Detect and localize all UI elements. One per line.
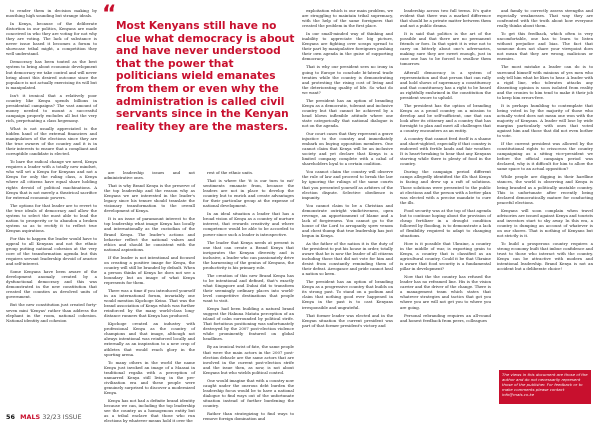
page-footer [6,412,206,422]
column-1 [6,8,97,412]
article-paragraph: To build a prosperous country requires a strong economy built that imbue confidence and trust to those who interact with the country. Kenya can be attractive with modern and intentional leadership. Brand Kenya is not an accident but a deliberate choice! [497,240,593,272]
article-paragraph: As the father of the nation it is the duty of the president to put his house in order, totally aware that he is now the leader of all citizens including those that did not vote for him and desist from constantly reminding them of their defeat. Arrogance and pride cannot heal a nation so keen. [302,240,393,277]
article-paragraph: For this to happen the leader would have to appeal to all Kenyans and not the ethnic group putting national cohesion at the very core of the transformation agenda but this requires servant leadership devoid of avarice and self-interest. [6,235,97,267]
quote-mark-icon: “ [102,2,117,27]
article-paragraph: Isn't it ironical that a relatively poor country like Kenya spends billions in presidential campaigns? The vast amount of money needed to mount a successful campaign properly excludes all but the very rich, perpetuating a class hegemony. [6,92,97,123]
article-paragraph: That is why our president sees no irony in going to Europe to conclude bi-lateral trade treaties while the country is demonstrating and protesting the rising cost of living and the deteriorating quality of life. So what do we want? [302,64,393,95]
article-paragraph: The leader that Kenya needs at present is one that can create a Brand Kenya that invigorates the Kenyan diversity and is inclusive, a leader who can passionately drive the harnessing of the genius of Kenyans, the productivity is his primary role. [203,239,294,270]
article-paragraph: In an ideal situation a leader that has a broad vision of Kenya as a country of nurture interest, that rewards creativity and where competence would be able to be accorded to power since such a leader is introspective. [203,211,294,237]
article-paragraph: It is an issue of paramount interest to the top leadership what image Kenya has locally and internationally as the custodian of the Brand Kenya. The leader's actions and behavior reflect the national values and ethics and should be consistent with the national aspirations. [104,216,195,252]
article-paragraph: If the current president was allowed by the constitutional rights to crisscross the country campaigning as a sitting vice-president we before the official campaign period was declared, why is it difficult for him to allow the same space to an actual opposition? [497,141,593,172]
article-paragraph: To get this feedback, which often is very uncomfortable, one has to learn to listen without prejudice and bias. The fact that someone does not share your viewpoint does not mean that they are wrong, malicious or enemies. [497,31,593,62]
article-paragraph: exploitation which is our main problem, we are struggling to maintain tribal supremacy, with the help of the same foreigners that created the problem in the first place. [302,8,393,29]
article-paragraph: Our court cases that they represent a grave injustice to the country and immediately embark on buying opposition members. One cannot claim that Kenya will be an inclusive society and yet declare that Kenya is a limited company complete with a cabal of shareholders loyal to a certain coalition. [302,131,393,167]
article-paragraph: You cannot claim the country will observe the rule of law and proceed to break the law by ignoring the rulings of the same courts that you presented yourself as arbiters of the election dispute. Selective obedience is impunity. [302,169,393,200]
article-paragraph: How is it possible that Ukraine, a country in the middle of war, is exporting grain to Kenya, a country that is classified as an agricultural country. Could it be that Ukraine is aware that food security is a fundamental pillar in development? [400,240,491,272]
column-2 [104,170,195,424]
article-paragraph: leadership across two full terms. It's quite evident that there was a marked difference that should be a private matter between them and not a public drama. [400,8,491,29]
article-paragraph: Kenya had been building a natural brand suggest the Hakuna Matata perception of an island of calm surrounded by political strife. That fortuitous positioning was unfortunately destroyed by the 2007 post-election violence while prominently featured on global headlines. [203,306,294,342]
article-paragraph: The president has an option of branding Kenya as a progressive country that builds on its strong past. To stand on a podium and claim that nothing good ever happened in Kenya in the past is to cast Kenyans irresponsible and ungrateful. [302,279,393,310]
article-paragraph: If the leader is not intentional and focused on creating a positive image for Kenya, the country will still be branded by default. When a person thinks of Kenya he does not see a boundary but an image of what Kenya represents for them. [104,254,195,285]
article-paragraph: Kenyans will soon complain when travel advisories are issued against Kenya and tourists and investors start to shy away. In this era, a country is dumping an account of whatever is on our shores. That is nothing of Kenyans but not strictly is it. [497,207,593,238]
pull-quote [102,2,296,158]
article-paragraph: In Kenya, because of the deliberate distortion in our politics, Kenyans are made conceived in who they are voting for not why they are voting. The lack of substance is never issue based it becomes a forum to showcase tribal might, a competition they well understand. [6,21,97,57]
article-paragraph: By an ironical twist of fate, the same people that were the main actors in the 2007 post-election debacle are the same actors that are involved in the current post-election strife and the issue then, as now, is not about Kenyans but who wields political control. [203,344,294,375]
column-5 [400,8,491,418]
article-paragraph: Rather than strategizing to find ways to remove foreign domination and [203,411,294,422]
column-4 [302,8,393,418]
article-paragraph: In our small-minded way of thinking and inability to appreciate the big picture, Kenyans are fighting over scraps spread to their part by manipulative foreigners pushing their own agenda in the guise of supporting democracy. [302,31,393,62]
magazine-name: MALS [20,413,41,421]
article-paragraph: The president has an option of branding Kenya as a democratic, tolerant and inclusive country but that cannot be achieved by a head blown inflexible attitude where one state categorically that national dialogue is not on the agenda. [302,97,393,128]
article-paragraph: Some Kenyans have been aware of the development anomaly created by a dysfunctional democracy and this was demonstrated in the new constitution that created the counties as devolved units of government. [6,269,97,300]
issue-label: 32/23 ISSUE [42,413,82,421]
article-paragraph: Afterall democracy is a system of representation and that person that can rally and hold shows of supremacy a constituency and that constituency has a right to be heard as rightfully enshrined in the constitution the president swore to uphold. [400,69,491,100]
article-paragraph: It is perhaps humbling to contemplate that being voted in by the majority of those who actually voted does not mean one won with the majority of Kenyans. A leader will lose by wide margins particularly with ones that voted against him and those that did not even bother to vote. [497,102,593,139]
column-3 [203,170,294,422]
article-paragraph: To bare the radical change we need, Kenya requires a leader with a totally new mindset, who will set a Kenya for Kenyans and not a Kenya for only the ruling class, a Kenya where all citizens have equal share holding rights devoid of political machinations. A Kenya that is not merely a theatrical sacrifice for external economic powers. [6,159,97,200]
article-paragraph: to render them in decision making by mouthing high sounding but strange ideals. [6,8,97,19]
article-paragraph: To many others in the world the name Kenya just invoked an image of a Maasai in traditional regalia with a perception of unmarred Kenya still living in the pre-civilization era and these people were genuinely surprised to discover a modernized Kenya. [104,359,195,395]
author-note-text: The views in this document are those of the author and do not necessarily represent those of the publisher. For feedback or to make comments please contact info@mals.co.ke [502,372,588,397]
article-paragraph: That former leader was elected and in the Kenyan situation the current president was part of that former president's victory and [302,312,393,328]
article-paragraph: That is why Brand Kenya is the preserve of the top leadership and the reason why as Kenyans we are interested in the leader's legacy since his tenure should translate the visionary transformation to the overall development of Kenya. [104,183,195,214]
article-paragraph: That is where the 'it is our turn to eat' sentiments emanate from, because the leaders are not in place to develop the country but to enrich and create advantages for their particular group at the expense of national development. [203,178,294,209]
author-note-box [499,370,591,404]
article-paragraph: are leadership issues and not administrative ones. [104,170,195,181]
article-paragraph: During the campaign period different camps allegedly identified the ills that Kenya is facing and drew up a raft of solutions. Those solutions were presented to the public at elections and the person with a better plan was elected with a precise mandate to cure the ills. [400,169,491,205]
article-paragraph: The most mistake a leader can do is to surround himself with minions of yes men who only tell him what he likes to hear. A leader with a rigid line, who tolerates attacks any dissenting opinion is soon isolated from reality and the cronies to him tend to make it their job to keep him errors-free. [497,64,593,100]
article-paragraph: There was a time if you introduced yourself in an international forum, invariably one would mention Kipchoge Keino. That was the brand association of Kenya which was further reinforced by the many world-class long-distance runners that Kenya has produced. [104,287,195,319]
article-paragraph: Now that the the country has refused the leader has no reframed line. His is the vision carrier and the driver of the change. There is a management team which states that whatever strategies and tactics that got you where you are will not get you to where you are going. [400,274,491,310]
article-paragraph: A country that cannot feed itself is a shame and short-sighted, especially if that country is endowed with fertile lands and fair weather. It is heart-breaking to hear that any Kenyans starving while there is plenty of food in the country. [400,136,491,167]
article-paragraph: Personal rebranding requires an all-round and honest feedback from peers, colleagues [400,312,491,323]
article-paragraph: You cannot claim to be a Christian and demonstrate outright vindictiveness, open revenge, an apportionment of blame and a lack of forgiveness. You cannot go to the house of the Lord to arrogantly spew venom and chest thump that true leadership has just begun in Kenya. [302,202,393,238]
article-paragraph: But the new constitution just created forty-seven mini 'Kenyas' rather than address the elephant in the room, national cohesion. National identity and cohesion [6,302,97,323]
article-paragraph: While people are digging in their hardline stances, the world is observing and Kenya is being branded as a politically unstable country. This is unfortunate after recently being declared democratically mature for conducting peaceful elections. [497,174,593,205]
article-paragraph: The options for that leader are to revert to the true ideals of democracy and allow the system to select the most able to lead the nation to prosperity or to abandon a broken system so as to rectify it to reflect true Kenyan aspirations. [6,202,97,233]
article-paragraph: Kipchoge created an industry with professional Kenya as the country of champions and that image, although not always intentional was reinforced locally and externally as an inspiration to a new crop of athletes that would reach glory in the sporting arena. [104,321,195,357]
article-paragraph: The president has the option of branding Kenya as a proud country on a mission to develop and be self-sufficient, one that can look after its citizenry and a country that has foresight to plan and meet all challenges that a country encounters as an entity. [400,102,491,134]
article-paragraph: Food security was at the top of that agenda but to continue hoping about the provision of cheap fertilizer in a drought condition followed by flooding, is to demonstrate a lack of flexibility required to adapt to changing situations. [400,207,491,238]
article-paragraph: It is said that politics is the art of the possible and that there are no permanent friends or foes. In that spirit it is wise not to carry on bitterly about one's adversaries, making sure they are sweet enough, just in case one has to be forced to swallow them tomorrow. [400,31,491,67]
pull-quote-text: Most Kenyans still have no clue what democracy is about and have never understood that the power that politicians wield emanates from them or even why the administration is called civil servants since in the Kenyan reality they are the masters. [116,20,295,133]
page-number: 56 [6,413,15,421]
article-paragraph: What is not usually appreciated is the hidden hand of the external financiers and manipulators of the elections since they are the true owners of the country and it is in their interests to ensure that a compliant and corruptible candidate is elected. [6,125,97,157]
article-paragraph: One would imagine that with a country now caught under the onerous debt burden the leadership focus would be to have a national dialogue to find ways out of the unfortunate situation instead of further burdening the country. [203,377,294,408]
article-paragraph: Democracy has been touted as the best system to bring about economic development but democracy we take control and will never bring about this desired outcome since the populace is not actually exercising its will but is manipulated. [6,59,97,90]
article-paragraph: The creation of this new Brand Kenya has to be intentional and defined, that's exactly what Singapore and Dubai did to transform their seemingly ordinary places into world-level competitive destinations that people want to visit. [203,272,294,304]
article-paragraph: Kenya has not had a definite brand identity because we can, including the top leadership see the country as a homogenous entity but as a tribal enclave that those who run elections by whatever means hold it over the [104,397,195,424]
article-paragraph: rest of the ethnic units. [207,170,254,175]
column-6 [497,8,593,358]
article-paragraph: and family to correctly assess strengths and especially weaknesses. That way they are confronted with the truth about how everyone really thinks about them. [497,8,593,29]
